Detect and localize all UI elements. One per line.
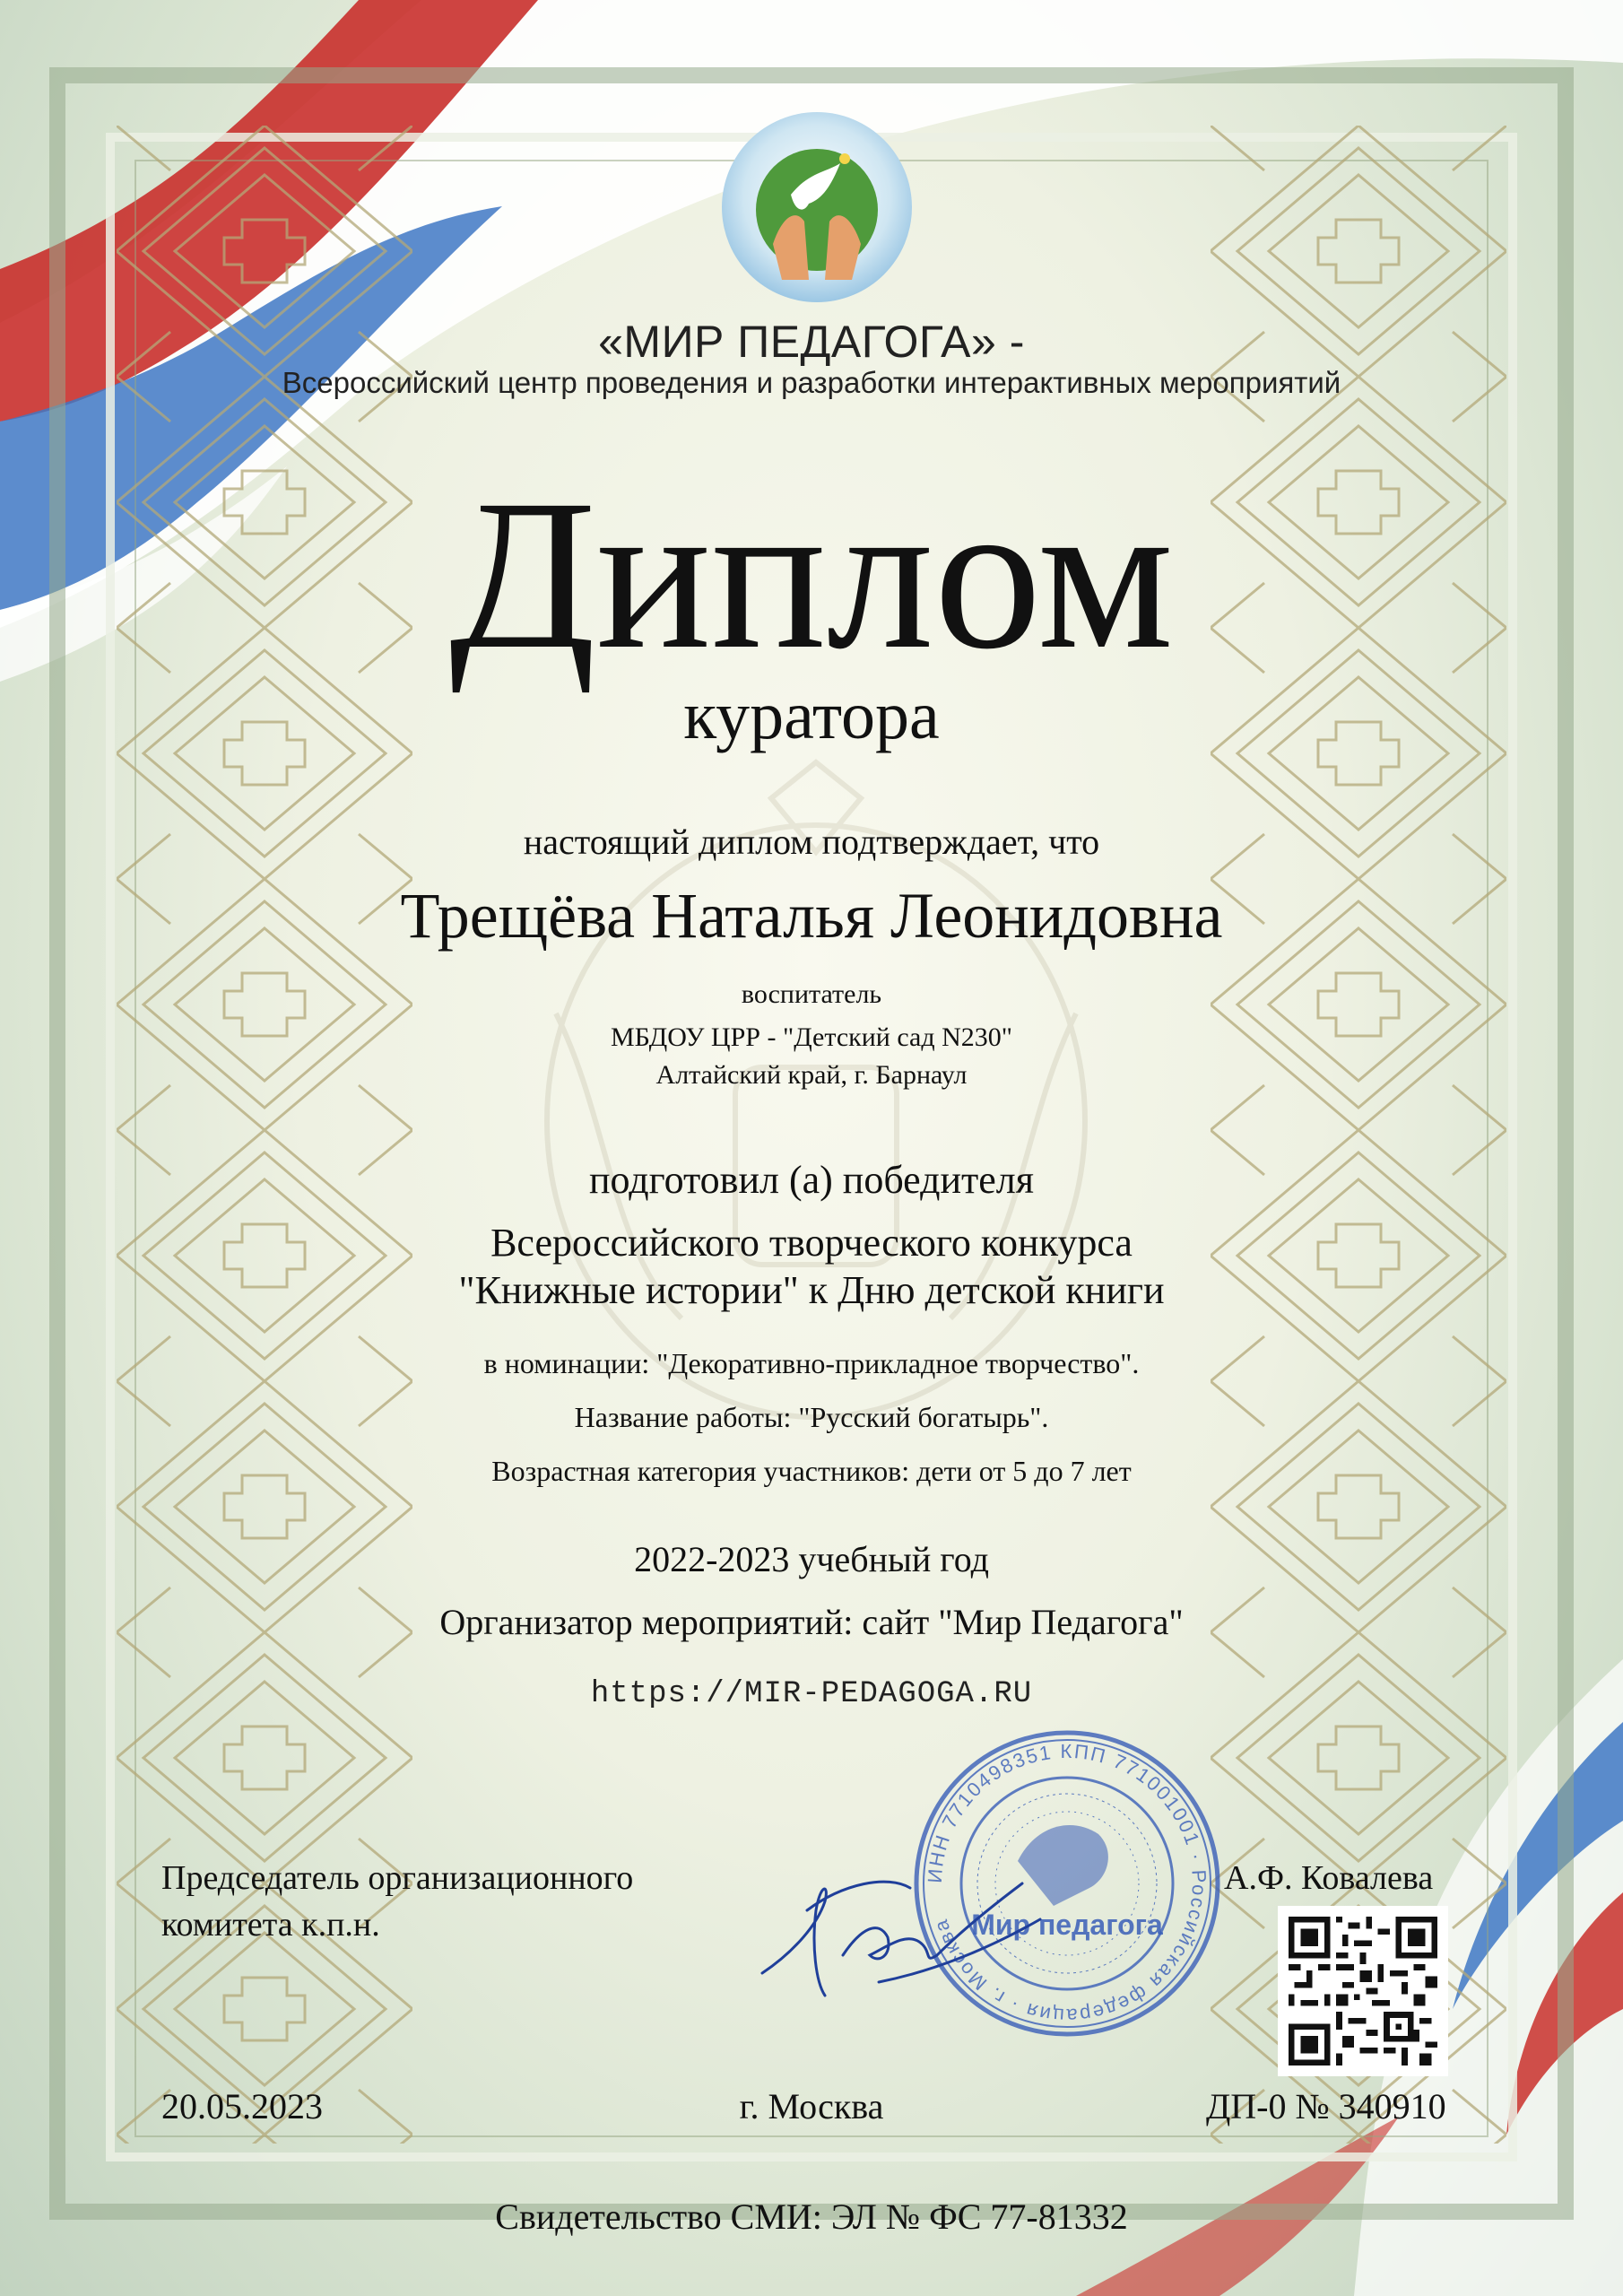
work-title: Название работы: "Русский богатырь".: [574, 1401, 1049, 1433]
signature-role-line-1: Председатель организационного: [161, 1859, 634, 1897]
signer-name: А.Ф. Ковалева: [1224, 1859, 1434, 1897]
recipient-position: воспитатель: [741, 979, 882, 1009]
confirm-text: настоящий диплом подтверждает, что: [523, 822, 1100, 862]
diploma-title: Диплом: [449, 455, 1174, 693]
stamp-ring-text: ИНН 7710498351 КПП 771001001 · Российская федерация · г. Москва: [923, 1739, 1211, 2028]
qr-code: [1278, 1906, 1448, 2076]
handwritten-signature: [753, 1848, 1049, 2018]
nomination: в номинации: "Декоративно-прикладное творчество".: [483, 1347, 1140, 1379]
signature-role-line-2: комитета к.п.н.: [161, 1906, 380, 1944]
issue-city: г. Москва: [739, 2086, 884, 2126]
organizer: Организатор мероприятий: сайт "Мир Педагога": [439, 1602, 1184, 1642]
logo-tagline: Всероссийский центр проведения и разработки интерактивных мероприятий: [282, 366, 1341, 399]
achievement-text: подготовил (а) победителя: [589, 1158, 1034, 1202]
issue-date: 20.05.2023: [161, 2086, 323, 2126]
diploma-number: ДП-0 № 340910: [1206, 2086, 1446, 2126]
recipient-name: Трещёва Наталья Леонидовна: [400, 880, 1223, 952]
website-url: https://MIR-PEDAGOGA.RU: [590, 1677, 1033, 1711]
recipient-organization: МБДОУ ЦРР - "Детский сад N230": [610, 1022, 1012, 1052]
media-certificate: Свидетельство СМИ: ЭЛ № ФС 77-81332: [495, 2196, 1128, 2237]
stamp-center-text: Мир педагога: [971, 1909, 1163, 1941]
ornament-right: [1211, 126, 1506, 2144]
age-category: Возрастная категория участников: дети от 5 до 7 лет: [491, 1455, 1132, 1487]
ornament-left: [117, 126, 412, 2144]
contest-line-2: "Книжные истории" к Дню детской книги: [458, 1268, 1165, 1312]
mir-pedagoga-logo: [719, 109, 915, 305]
recipient-location: Алтайский край, г. Барнаул: [655, 1060, 968, 1090]
contest-line-1: Всероссийского творческого конкурса: [490, 1221, 1133, 1265]
diploma-subtitle: куратора: [683, 678, 940, 753]
logo-name: «МИР ПЕДАГОГА» -: [598, 317, 1025, 367]
academic-year: 2022-2023 учебный год: [634, 1539, 989, 1579]
signature-role: [161, 1855, 633, 1948]
qr-code-icon: [1289, 1917, 1437, 2066]
